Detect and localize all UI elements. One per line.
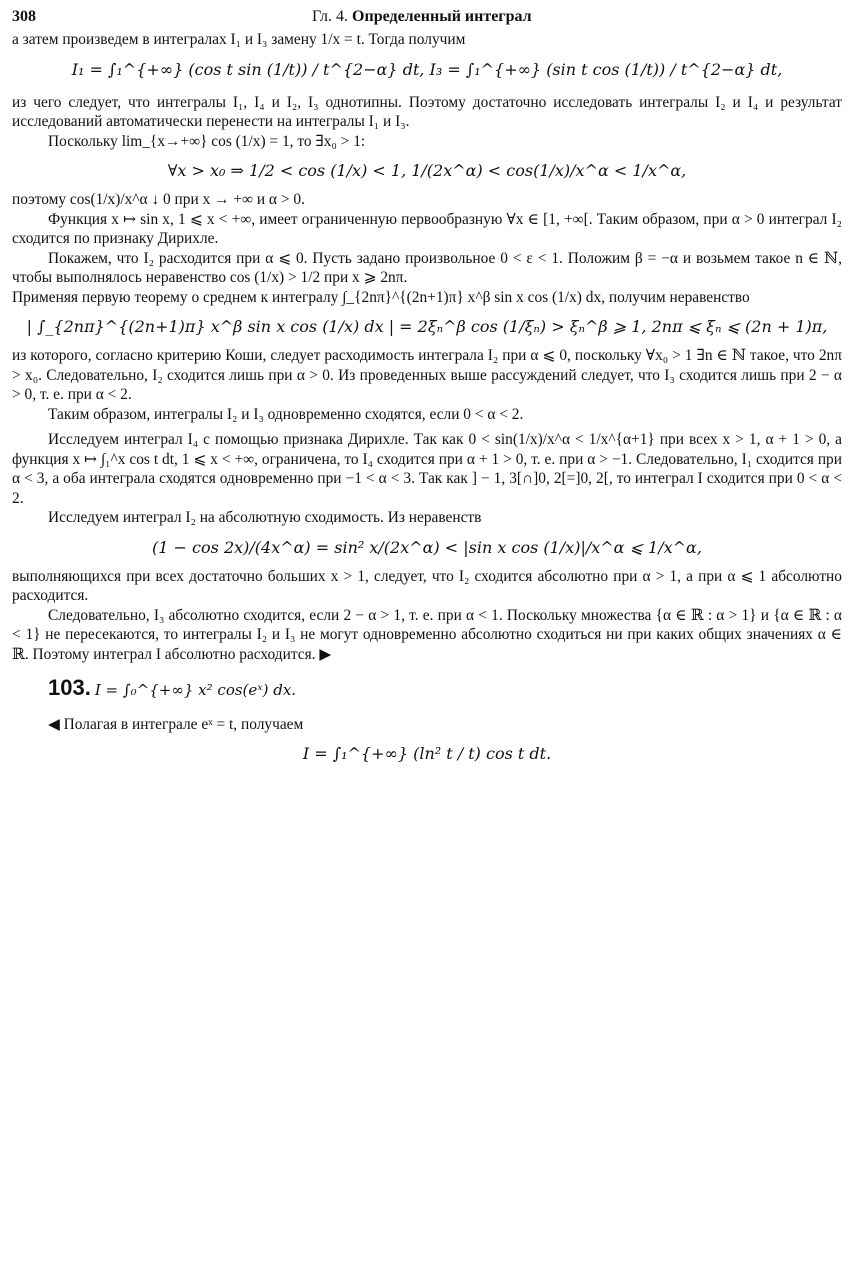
chapter-heading — [312, 8, 532, 26]
running-header — [12, 4, 842, 30]
paragraph-limit: Поскольку lim_{x→+∞} cos (1/x) = 1, то ∃x₀ > 1: — [48, 132, 366, 150]
book-page — [12, 4, 842, 763]
text-line-substitution: а затем произведем в интегралах I₁ и I₃ замену 1/x = t. Тогда получим — [12, 31, 466, 48]
paragraph-cauchy: из которого, согласно критерию Коши, следует расходимость интеграла I₂ при α ⩽ 0, поскольку ∀x₀ > 1 ∃n ∈ ℕ такое, что 2nπ > x₀. Следовательно, I₂ сходится лишь при α > 0. Из проведенных выше рассуждений следует, что I₃ сходится лишь при 2 − α > 0, т. е. при α < 2. — [12, 347, 842, 403]
formula-mean-value: | ∫_{2nπ}^{(2n+1)π} x^β sin x cos (1/x) dx | = 2ξₙ^β cos (1/ξₙ) > ξₙ^β ⩾ 1, 2nπ ⩽ ξₙ ⩽ (2n + 1)π, — [26, 317, 828, 336]
paragraph-absolute: Исследуем интеграл I₂ на абсолютную сходимость. Из неравенств — [48, 509, 482, 526]
paragraph-absolute-result: выполняющихся при всех достаточно больших x > 1, следует, что I₂ сходится абсолютно при α > 1, а при α ⩽ 1 абсолютно расходится. — [12, 567, 842, 604]
paragraph-same-type: из чего следует, что интегралы I₁, I₄ и I₂, I₃ однотипны. Поэтому достаточно исследовать интегралы I₂ и I₄ и результат исследований автоматически перенести на интегралы I₁ и I₃. — [12, 93, 842, 130]
paragraph-dirichlet: Функция x ↦ sin x, 1 ⩽ x < +∞, имеет ограниченную первообразную ∀x ∈ [1, +∞[. Таким образом, при α > 0 интеграл I₂ сходится по признаку Дирихле. — [12, 210, 842, 247]
formula-absolute-bounds: (1 − cos 2x)/(4x^α) = sin² x/(2x^α) < |sin x cos (1/x)|/x^α ⩽ 1/x^α, — [152, 537, 702, 557]
problem-number: 103. — [48, 675, 91, 700]
paragraph-i4: Исследуем интеграл I₄ с помощью признака Дирихле. Так как 0 < sin(1/x)/x^α < 1/x^{α+1} при всех x > 1, α + 1 > 0, а функция x ↦ ∫₁^x cos t dt, 1 ⩽ x < +∞, ограничена, то I₄ сходится при α + 1 > 0, т. е. при α > −1. Следовательно, I₁ сходится при α < 3, а оба интеграла сходятся одновременно при −1 < α < 3. Так как ] − 1, 3[∩]0, 2[=]0, 2[, то интеграл I сходится при 0 < α < 2. — [12, 431, 842, 507]
problem-formula: I = ∫₀^{+∞} x² cos(eˣ) dx. — [94, 681, 297, 699]
paragraph-solution-start: ◀ Полагая в интеграле eˣ = t, получаем — [48, 715, 304, 733]
paragraph-divergence: Покажем, что I₂ расходится при α ⩽ 0. Пусть задано произвольное 0 < ε < 1. Положим β = −α и возьмем такое n ∈ ℕ, чтобы выполнялось неравенство cos (1/x) > 1/2 при x ⩾ 2nπ. — [12, 249, 842, 286]
problem-103 — [12, 675, 842, 701]
formula-cos-bounds: ∀x > x₀ ⇒ 1/2 < cos (1/x) < 1, 1/(2x^α) < cos(1/x)/x^α < 1/x^α, — [167, 161, 687, 180]
chapter-label: Гл. 4. — [312, 8, 349, 25]
formula-substituted: I = ∫₁^{+∞} (ln² t / t) cos t dt. — [302, 744, 552, 763]
paragraph-monotone: поэтому cos(1/x)/x^α ↓ 0 при x → +∞ и α > 0. — [12, 191, 305, 208]
chapter-title: Определенный интеграл — [352, 8, 532, 25]
paragraph-conclusion-i2-i3: Таким образом, интегралы I₂ и I₃ одновременно сходятся, если 0 < α < 2. — [48, 405, 524, 423]
paragraph-final: Следовательно, I₃ абсолютно сходится, если 2 − α > 1, т. е. при α < 1. Поскольку множества {α ∈ ℝ : α > 1} и {α ∈ ℝ : α < 1} не пересекаются, то интегралы I₂ и I₃ не могут одновременно абсолютно сходиться ни при каких общих значениях α ∈ ℝ. Поэтому интеграл I абсолютно расходится. ▶ — [12, 606, 842, 663]
paragraph-mean-value: Применяя первую теорему о среднем к интегралу ∫_{2nπ}^{(2n+1)π} x^β sin x cos (1/x) dx, получим неравенство — [12, 288, 750, 306]
page-number: 308 — [12, 8, 36, 25]
formula-i1-i3: I₁ = ∫₁^{+∞} (cos t sin (1/t)) / t^{2−α} dt, I₃ = ∫₁^{+∞} (sin t cos (1/t)) / t^{2−α} dt, — [71, 59, 783, 79]
